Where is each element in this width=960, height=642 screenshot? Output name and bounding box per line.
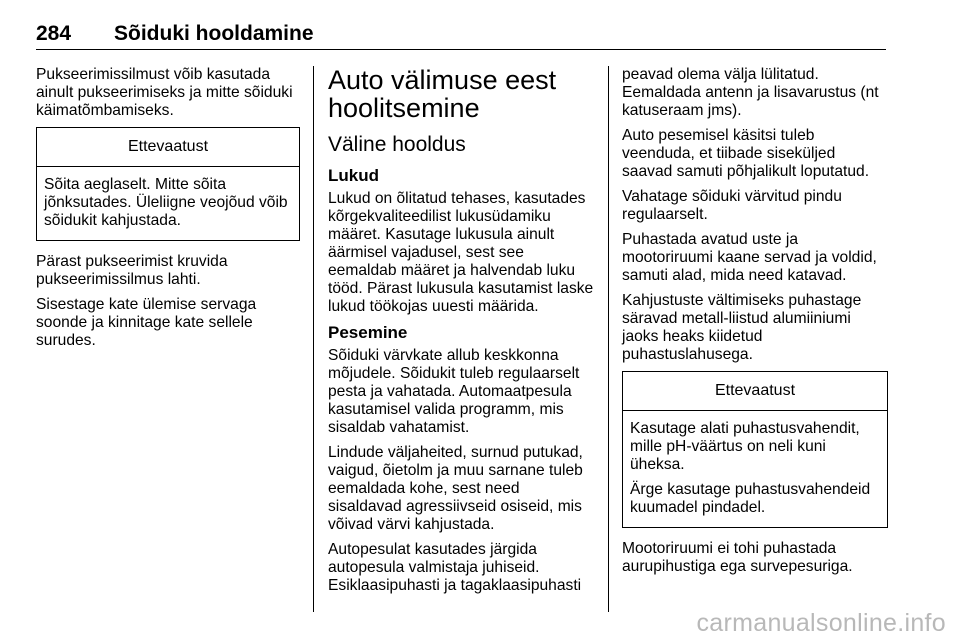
paragraph: Sõiduki värvkate allub keskkonna mõjudele. Sõidukit tuleb regulaarselt pesta ja vahatada. Automaatpesula kasutamisel valida programm, mis sisaldab vahatamist. (328, 347, 580, 436)
locks-title: Lukud (328, 166, 379, 185)
column-divider (313, 66, 314, 612)
caution-title: Ettevaatust (37, 128, 299, 167)
washing-title: Pesemine (328, 323, 408, 342)
section-heading: Auto välimuse eest hoolitsemine (328, 65, 557, 123)
caution-title: Ettevaatust (623, 372, 887, 411)
paragraph: Lindude väljaheited, surnud putukad, vaigud, õietolm ja muu sarnane tuleb eemaldada kohe, sest need sisaldavad agressiivseid osiseid, mis võivad värvi kahjustada. (328, 444, 583, 533)
caution-text: Ärge kasutage puhastusvahendeid kuumadel pindadel. (630, 481, 871, 516)
towing-eye-note: Pukseerimissilmust võib kasutada ainult pukseerimiseks ja mitte sõiduki käimatõmbamiseks. (36, 66, 293, 119)
locks-text: Lukud on õlitatud tehases, kasutades kõrgekvaliteedilist lukusüdamiku määret. Kasutage lukusula ainult äärmisel vajadusel, sest see eemaldab määret ja halvendab luku tööd. Pärast lukusula kasutamist laske lukud töökojas uuesti määrida. (328, 190, 594, 315)
caution-text: Kasutage alati puhastusvahendit, mille pH-väärtus on neli kuni üheksa. (630, 420, 860, 473)
caution-body (623, 411, 887, 527)
caution-body (37, 167, 299, 240)
paragraph: peavad olema välja lülitatud. Eemaldada antenn ja lisavarustus (nt katuseraam jms). (622, 66, 879, 119)
caution-box (36, 127, 300, 241)
caution-text: Sõita aeglaselt. Mitte sõita jõnksutades. Üleliigne veojõud võib sõidukit kahjustada. (44, 176, 288, 229)
chapter-title: Sõiduki hooldamine (114, 22, 314, 45)
paragraph: Sisestage kate ülemise servaga soonde ja kinnitage kate sellele surudes. (36, 296, 257, 349)
page-number: 284 (36, 22, 72, 45)
caution-box (622, 371, 888, 528)
paragraph: Puhastada avatud uste ja mootoriruumi kaane servad ja voldid, samuti alad, mida need katavad. (622, 231, 877, 284)
paragraph: Auto pesemisel käsitsi tuleb veenduda, et tiibade siseküljed saavad samuti põhjalikult loputatud. (622, 127, 870, 180)
column-1 (36, 66, 300, 357)
column-2 (328, 66, 596, 602)
column-3 (622, 66, 888, 583)
header-rule (36, 49, 886, 50)
subsection-heading: Väline hooldus (328, 133, 466, 156)
column-divider (608, 66, 609, 612)
paragraph: Kahjustuste vältimiseks puhastage säravad metall-liistud alumiiniumi jaoks heaks kiidetud puhastuslahusega. (622, 292, 862, 363)
paragraph: Pärast pukseerimist kruvida pukseerimissilmus lahti. (36, 253, 228, 288)
paragraph: Mootoriruumi ei tohi puhastada aurupihustiga ega survepesuriga. (622, 540, 853, 575)
watermark: carmanualsonline.info (696, 609, 946, 637)
page-header (36, 22, 886, 50)
paragraph: Autopesulat kasutades järgida autopesula valmistaja juhiseid. Esiklaasipuhasti ja tagaklaasipuhasti (328, 541, 582, 594)
paragraph: Vahatage sõiduki värvitud pindu regulaarselt. (622, 188, 842, 223)
